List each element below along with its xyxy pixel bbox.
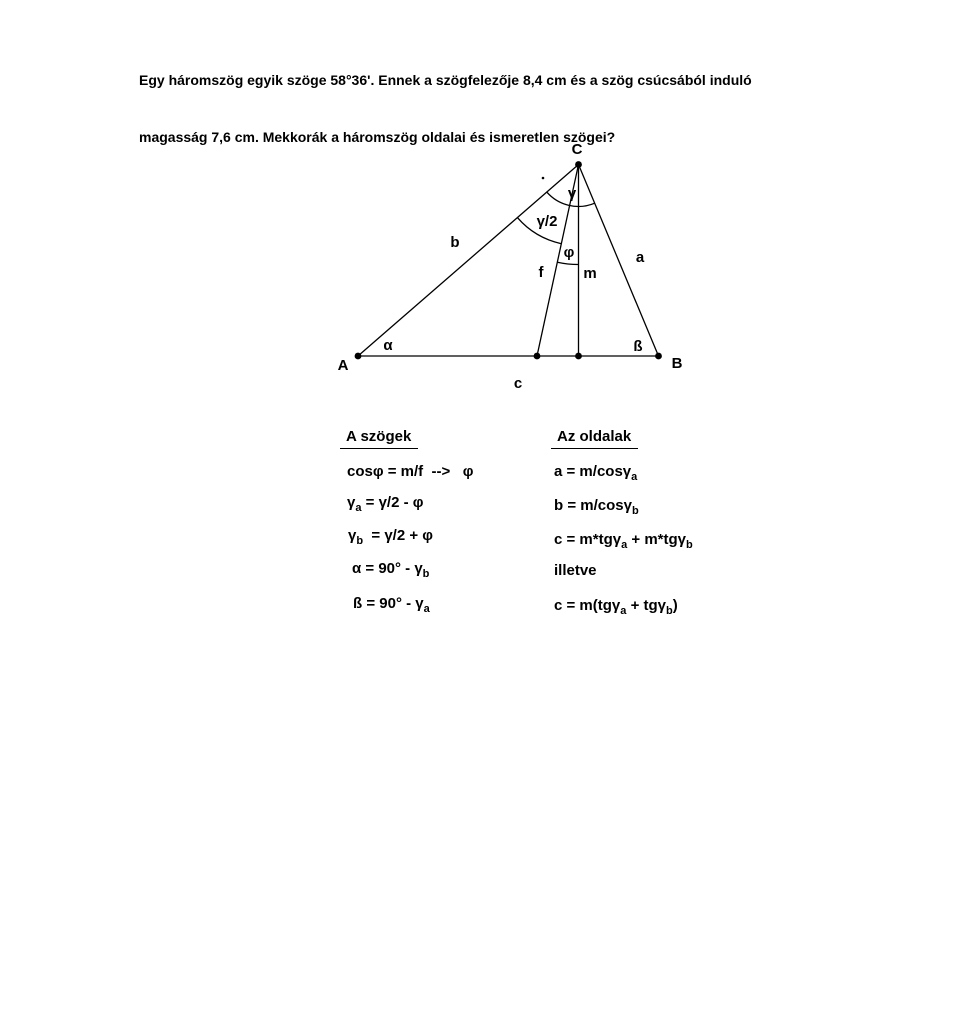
side-b-label: b bbox=[450, 234, 460, 251]
formula-side-a bbox=[554, 463, 637, 483]
formula-part: b bbox=[631, 505, 639, 517]
text-illetve bbox=[554, 562, 597, 582]
height-foot-dot bbox=[575, 353, 582, 360]
triangle-diagram bbox=[0, 0, 956, 420]
problem-line-1: Egy háromszög egyik szöge 58°36'. Ennek a szögfelezője 8,4 cm és a szög csúcsából induló bbox=[139, 72, 752, 88]
formula-part: c = m*tgγ bbox=[554, 531, 622, 548]
formula-part: ) bbox=[672, 597, 678, 614]
formula-part: = γ/2 + φ bbox=[363, 527, 434, 544]
formula-part: b bbox=[422, 568, 430, 580]
vertex-a-label: A bbox=[337, 357, 349, 374]
formula-part: a bbox=[631, 471, 638, 483]
vertex-c-label: C bbox=[571, 141, 583, 158]
bisector-f-label: f bbox=[538, 264, 544, 281]
side-b-line bbox=[358, 165, 579, 357]
formula-side-c-alt bbox=[554, 597, 678, 617]
formula-part: c = m(tgγ bbox=[554, 597, 621, 614]
formula-part: b = m/cosγ bbox=[554, 497, 632, 514]
formula-side-b bbox=[554, 497, 639, 517]
formula-side-c bbox=[554, 531, 693, 551]
formula-gamma-a bbox=[347, 494, 423, 514]
formula-part: b bbox=[666, 605, 673, 617]
bisector-foot-dot bbox=[534, 353, 541, 360]
height-m-label: m bbox=[583, 265, 597, 282]
angle-beta-label: ß bbox=[633, 338, 643, 355]
side-a-label: a bbox=[635, 249, 645, 266]
formula-part: b bbox=[686, 539, 693, 551]
formula-part: b bbox=[356, 535, 364, 547]
phi-angle-arc bbox=[557, 262, 578, 264]
formula-part: α = 90° - γ bbox=[352, 560, 423, 577]
formula-part: illetve bbox=[554, 562, 597, 579]
formula-part: a bbox=[423, 603, 430, 615]
angle-phi-label: φ bbox=[563, 244, 575, 261]
formula-part: = γ/2 - φ bbox=[361, 494, 424, 511]
formula-part: a bbox=[621, 539, 628, 551]
vertex-b-label: B bbox=[671, 355, 683, 372]
formula-part: γ bbox=[347, 494, 356, 511]
formula-part: + m*tgγ bbox=[627, 531, 687, 548]
formula-part: a = m/cosγ bbox=[554, 463, 632, 480]
formula-part: ß = 90° - γ bbox=[353, 595, 424, 612]
vertex-c-dot bbox=[575, 161, 582, 168]
formula-part: cosφ = m/f --> φ bbox=[347, 463, 474, 480]
vertex-a-dot bbox=[355, 353, 362, 360]
formula-cos-phi bbox=[347, 463, 474, 483]
vertex-b-dot bbox=[655, 353, 662, 360]
formula-gamma-b bbox=[348, 527, 433, 547]
formula-beta bbox=[353, 595, 430, 615]
problem-line-2: magasság 7,6 cm. Mekkorák a háromszög oldalai és ismeretlen szögei? bbox=[139, 129, 616, 145]
side-a-line bbox=[579, 165, 659, 357]
angle-gamma-half-label: γ/2 bbox=[536, 213, 558, 230]
side-c-label: c bbox=[513, 375, 523, 392]
formula-part: a bbox=[620, 605, 627, 617]
angle-alpha-label: α bbox=[383, 337, 393, 354]
formula-alpha bbox=[352, 560, 429, 580]
formula-part: a bbox=[355, 502, 362, 514]
formula-part: + tgγ bbox=[626, 597, 667, 614]
angle-gamma-label: γ bbox=[567, 185, 577, 202]
angles-column-header: A szögek bbox=[340, 428, 418, 449]
formula-part: γ bbox=[348, 527, 357, 544]
sides-column-header: Az oldalak bbox=[551, 428, 638, 449]
stray-dot bbox=[542, 177, 545, 180]
